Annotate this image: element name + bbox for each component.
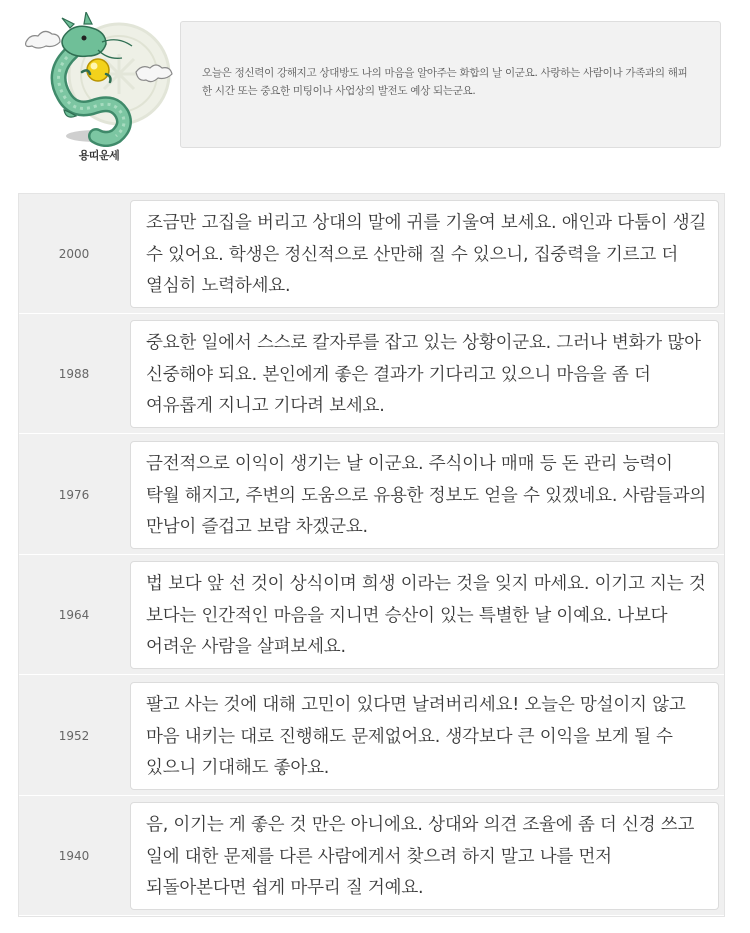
fortune-text: 금전적으로 이익이 생기는 날 이군요. 주식이나 매매 등 돈 관리 능력이 탁월 해지고, 주변의 도움으로 유용한 정보도 얻을 수 있겠네요. 사람들과의 만남이 즐겁고 보람 차겠군요. [146, 454, 707, 537]
birth-year: 1964 [58, 607, 90, 622]
fortune-row-1988 [19, 314, 724, 434]
fortune-row-1964 [19, 555, 724, 675]
fortune-text-box [130, 200, 719, 308]
birth-year: 1940 [58, 848, 90, 863]
fortune-text-box [130, 802, 719, 910]
fortune-text: 팔고 사는 것에 대해 고민이 있다면 날려버리세요! 오늘은 망설이지 않고 마음 내키는 대로 진행해도 문제없어요. 생각보다 큰 이익을 보게 될 수 있으니 기대해도 좋아요. [146, 695, 686, 778]
birth-year: 1952 [58, 728, 90, 743]
fortune-text: 법 보다 앞 선 것이 상식이며 희생 이라는 것을 잊지 마세요. 이기고 지는 것 보다는 인간적인 마음을 지니면 승산이 있는 특별한 날 이예요. 나보다 어려운 사람을 살펴보세요. [146, 574, 706, 657]
fortune-row-1976 [19, 435, 724, 555]
fortune-row-1940 [19, 796, 724, 916]
summary-box [180, 21, 721, 148]
dragon-icon [24, 12, 176, 147]
fortune-text: 중요한 일에서 스스로 칼자루를 잡고 있는 상황이군요. 그러나 변화가 많아 신중해야 되요. 본인에게 좋은 결과가 기다리고 있으니 마음을 좀 더 여유롭게 지니고 기다려 보세요. [146, 333, 701, 416]
fortune-text-box [130, 320, 719, 428]
fortune-row-1952 [19, 676, 724, 796]
fortune-row-2000 [19, 194, 724, 314]
zodiac-name: 용띠운세 [78, 149, 120, 162]
zodiac-emblem [24, 12, 176, 167]
fortune-text-box [130, 561, 719, 669]
summary-text: 오늘은 정신력이 강해지고 상대방도 나의 마음을 알아주는 화합의 날 이군요. 사랑하는 사람이나 가족과의 해피한 시간 또는 중요한 미팅이나 사업상의 발전도 예상 되는군요. [202, 67, 688, 97]
fortune-text-box [130, 441, 719, 549]
fortune-text: 음, 이기는 게 좋은 것 만은 아니에요. 상대와 의견 조율에 좀 더 신경 쓰고 일에 대한 문제를 다른 사람에게서 찾으려 하지 말고 나를 먼저 되돌아본다면 쉽게 마무리 질 거예요. [146, 815, 695, 898]
fortune-text: 조금만 고집을 버리고 상대의 말에 귀를 기울여 보세요. 애인과 다툼이 생길 수 있어요. 학생은 정신적으로 산만해 질 수 있으니, 집중력을 기르고 더 열심히 노력하세요. [146, 213, 707, 296]
birth-year: 2000 [58, 246, 90, 261]
fortune-text-box [130, 682, 719, 790]
birth-year: 1976 [58, 487, 90, 502]
birth-year: 1988 [58, 366, 90, 381]
fortune-table [18, 193, 725, 917]
